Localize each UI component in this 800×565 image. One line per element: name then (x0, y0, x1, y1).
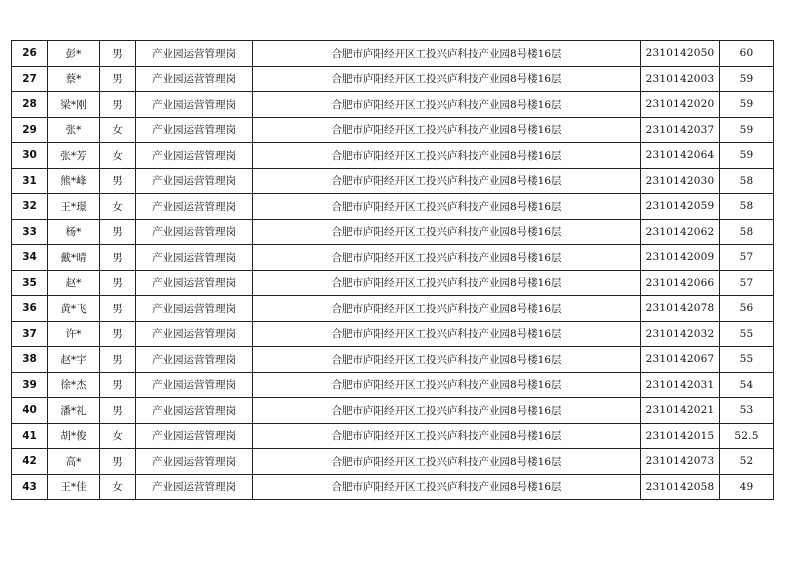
row-number: 36 (12, 296, 48, 322)
exam-ticket-number: 2310142015 (641, 423, 720, 449)
candidate-gender: 男 (100, 398, 136, 424)
table-row (12, 41, 774, 67)
exam-address: 合肥市庐阳经开区工投兴庐科技产业园8号楼16层 (253, 347, 641, 373)
exam-score: 60 (720, 41, 774, 67)
applied-position: 产业园运营管理岗 (136, 41, 253, 67)
applied-position: 产业园运营管理岗 (136, 423, 253, 449)
exam-address: 合肥市庐阳经开区工投兴庐科技产业园8号楼16层 (253, 143, 641, 169)
table-row (12, 449, 774, 475)
exam-score: 52.5 (720, 423, 774, 449)
candidate-name: 张* (48, 117, 100, 143)
row-number: 26 (12, 41, 48, 67)
candidate-table (11, 40, 774, 500)
exam-score: 58 (720, 194, 774, 220)
exam-address: 合肥市庐阳经开区工投兴庐科技产业园8号楼16层 (253, 168, 641, 194)
candidate-name: 熊*峰 (48, 168, 100, 194)
exam-ticket-number: 2310142058 (641, 474, 720, 500)
exam-score: 49 (720, 474, 774, 500)
candidate-name: 杨* (48, 219, 100, 245)
table-row (12, 270, 774, 296)
candidate-gender: 男 (100, 219, 136, 245)
exam-score: 53 (720, 398, 774, 424)
table-row (12, 66, 774, 92)
exam-address: 合肥市庐阳经开区工投兴庐科技产业园8号楼16层 (253, 449, 641, 475)
row-number: 30 (12, 143, 48, 169)
candidate-name: 许* (48, 321, 100, 347)
applied-position: 产业园运营管理岗 (136, 474, 253, 500)
exam-address: 合肥市庐阳经开区工投兴庐科技产业园8号楼16层 (253, 41, 641, 67)
exam-address: 合肥市庐阳经开区工投兴庐科技产业园8号楼16层 (253, 219, 641, 245)
exam-ticket-number: 2310142021 (641, 398, 720, 424)
exam-ticket-number: 2310142062 (641, 219, 720, 245)
candidate-gender: 男 (100, 66, 136, 92)
candidate-name: 张*芳 (48, 143, 100, 169)
table-row (12, 372, 774, 398)
applied-position: 产业园运营管理岗 (136, 245, 253, 271)
applied-position: 产业园运营管理岗 (136, 270, 253, 296)
candidate-gender: 男 (100, 372, 136, 398)
candidate-gender: 男 (100, 321, 136, 347)
candidate-gender: 男 (100, 245, 136, 271)
exam-address: 合肥市庐阳经开区工投兴庐科技产业园8号楼16层 (253, 117, 641, 143)
exam-address: 合肥市庐阳经开区工投兴庐科技产业园8号楼16层 (253, 423, 641, 449)
exam-ticket-number: 2310142037 (641, 117, 720, 143)
applied-position: 产业园运营管理岗 (136, 321, 253, 347)
table-row (12, 194, 774, 220)
candidate-name: 潘*礼 (48, 398, 100, 424)
candidate-gender: 男 (100, 168, 136, 194)
table-row (12, 347, 774, 373)
exam-ticket-number: 2310142003 (641, 66, 720, 92)
exam-ticket-number: 2310142009 (641, 245, 720, 271)
candidate-name: 戴*晴 (48, 245, 100, 271)
exam-ticket-number: 2310142032 (641, 321, 720, 347)
row-number: 29 (12, 117, 48, 143)
row-number: 35 (12, 270, 48, 296)
row-number: 37 (12, 321, 48, 347)
exam-ticket-number: 2310142050 (641, 41, 720, 67)
table-row (12, 92, 774, 118)
candidate-gender: 女 (100, 423, 136, 449)
exam-address: 合肥市庐阳经开区工投兴庐科技产业园8号楼16层 (253, 194, 641, 220)
row-number: 42 (12, 449, 48, 475)
exam-address: 合肥市庐阳经开区工投兴庐科技产业园8号楼16层 (253, 321, 641, 347)
candidate-name: 高* (48, 449, 100, 475)
candidate-name: 梁*刚 (48, 92, 100, 118)
row-number: 43 (12, 474, 48, 500)
exam-address: 合肥市庐阳经开区工投兴庐科技产业园8号楼16层 (253, 245, 641, 271)
candidate-gender: 男 (100, 347, 136, 373)
candidate-gender: 男 (100, 92, 136, 118)
applied-position: 产业园运营管理岗 (136, 117, 253, 143)
applied-position: 产业园运营管理岗 (136, 449, 253, 475)
applied-position: 产业园运营管理岗 (136, 219, 253, 245)
exam-score: 57 (720, 270, 774, 296)
candidate-name: 徐*杰 (48, 372, 100, 398)
applied-position: 产业园运营管理岗 (136, 66, 253, 92)
row-number: 27 (12, 66, 48, 92)
table-row (12, 219, 774, 245)
applied-position: 产业园运营管理岗 (136, 372, 253, 398)
table-row (12, 296, 774, 322)
exam-address: 合肥市庐阳经开区工投兴庐科技产业园8号楼16层 (253, 398, 641, 424)
exam-score: 59 (720, 92, 774, 118)
exam-score: 55 (720, 321, 774, 347)
candidate-name: 蔡* (48, 66, 100, 92)
candidate-name: 王*佳 (48, 474, 100, 500)
exam-address: 合肥市庐阳经开区工投兴庐科技产业园8号楼16层 (253, 270, 641, 296)
candidate-name: 赵*宇 (48, 347, 100, 373)
exam-ticket-number: 2310142059 (641, 194, 720, 220)
applied-position: 产业园运营管理岗 (136, 194, 253, 220)
table-row (12, 245, 774, 271)
applied-position: 产业园运营管理岗 (136, 398, 253, 424)
candidate-gender: 女 (100, 117, 136, 143)
exam-ticket-number: 2310142067 (641, 347, 720, 373)
exam-ticket-number: 2310142066 (641, 270, 720, 296)
candidate-name: 彭* (48, 41, 100, 67)
exam-ticket-number: 2310142030 (641, 168, 720, 194)
candidate-gender: 女 (100, 143, 136, 169)
table-row (12, 423, 774, 449)
exam-address: 合肥市庐阳经开区工投兴庐科技产业园8号楼16层 (253, 296, 641, 322)
row-number: 28 (12, 92, 48, 118)
exam-ticket-number: 2310142020 (641, 92, 720, 118)
table-row (12, 321, 774, 347)
applied-position: 产业园运营管理岗 (136, 347, 253, 373)
applied-position: 产业园运营管理岗 (136, 143, 253, 169)
exam-score: 59 (720, 143, 774, 169)
exam-score: 58 (720, 168, 774, 194)
row-number: 39 (12, 372, 48, 398)
exam-score: 57 (720, 245, 774, 271)
row-number: 38 (12, 347, 48, 373)
candidate-gender: 男 (100, 296, 136, 322)
row-number: 32 (12, 194, 48, 220)
candidate-name: 黄*飞 (48, 296, 100, 322)
row-number: 34 (12, 245, 48, 271)
candidate-gender: 女 (100, 474, 136, 500)
exam-address: 合肥市庐阳经开区工投兴庐科技产业园8号楼16层 (253, 474, 641, 500)
exam-address: 合肥市庐阳经开区工投兴庐科技产业园8号楼16层 (253, 66, 641, 92)
candidate-name: 王*璟 (48, 194, 100, 220)
candidate-name: 胡*俊 (48, 423, 100, 449)
exam-score: 56 (720, 296, 774, 322)
table-row (12, 117, 774, 143)
candidate-gender: 男 (100, 41, 136, 67)
table-row (12, 168, 774, 194)
applied-position: 产业园运营管理岗 (136, 92, 253, 118)
table-row (12, 143, 774, 169)
exam-address: 合肥市庐阳经开区工投兴庐科技产业园8号楼16层 (253, 372, 641, 398)
candidate-gender: 男 (100, 270, 136, 296)
row-number: 31 (12, 168, 48, 194)
table-row (12, 474, 774, 500)
candidate-gender: 男 (100, 449, 136, 475)
exam-ticket-number: 2310142073 (641, 449, 720, 475)
candidate-gender: 女 (100, 194, 136, 220)
applied-position: 产业园运营管理岗 (136, 168, 253, 194)
exam-score: 52 (720, 449, 774, 475)
exam-score: 55 (720, 347, 774, 373)
exam-score: 59 (720, 66, 774, 92)
candidate-name: 赵* (48, 270, 100, 296)
exam-ticket-number: 2310142031 (641, 372, 720, 398)
table-row (12, 398, 774, 424)
row-number: 33 (12, 219, 48, 245)
row-number: 41 (12, 423, 48, 449)
applied-position: 产业园运营管理岗 (136, 296, 253, 322)
exam-score: 59 (720, 117, 774, 143)
exam-ticket-number: 2310142078 (641, 296, 720, 322)
exam-address: 合肥市庐阳经开区工投兴庐科技产业园8号楼16层 (253, 92, 641, 118)
candidate-table-body (12, 41, 774, 500)
exam-score: 58 (720, 219, 774, 245)
exam-score: 54 (720, 372, 774, 398)
exam-ticket-number: 2310142064 (641, 143, 720, 169)
row-number: 40 (12, 398, 48, 424)
